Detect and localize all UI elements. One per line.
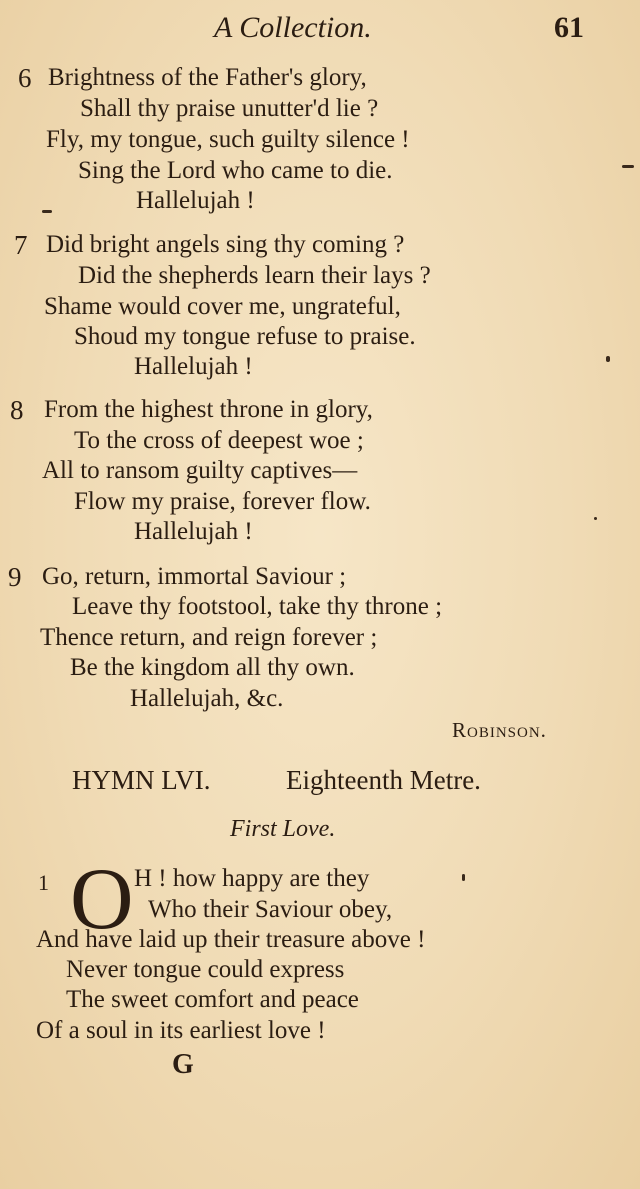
verse-refrain: Hallelujah ! bbox=[136, 187, 255, 214]
ink-speck bbox=[42, 210, 52, 213]
verse-line: The sweet comfort and peace bbox=[66, 986, 359, 1013]
ink-speck bbox=[594, 517, 597, 520]
verse-number: 1 bbox=[38, 870, 49, 895]
verse-line: And have laid up their treasure above ! bbox=[36, 926, 426, 953]
verse-line: Did bright angels sing thy coming ? bbox=[46, 231, 405, 258]
verse-line: Brightness of the Father's glory, bbox=[48, 64, 367, 91]
verse-line: Shall thy praise unutter'd lie ? bbox=[80, 95, 379, 122]
page-number: 61 bbox=[554, 11, 584, 44]
ink-speck bbox=[462, 874, 465, 881]
ink-speck bbox=[622, 165, 634, 168]
verse-line: Fly, my tongue, such guilty silence ! bbox=[46, 126, 410, 153]
verse-line: Shoud my tongue refuse to praise. bbox=[74, 323, 416, 350]
verse-refrain: Hallelujah ! bbox=[134, 518, 253, 545]
verse-line: Go, return, immortal Saviour ; bbox=[42, 563, 347, 590]
verse-line: From the highest throne in glory, bbox=[44, 396, 373, 423]
verse-line: Did the shepherds learn their lays ? bbox=[78, 262, 431, 289]
verse-line: Of a soul in its earliest love ! bbox=[36, 1017, 326, 1044]
verse-refrain: Hallelujah ! bbox=[134, 353, 253, 380]
verse-number: 6 bbox=[18, 63, 32, 93]
running-title: A Collection. bbox=[214, 11, 372, 44]
verse-number: 7 bbox=[14, 230, 28, 260]
drop-cap: O bbox=[70, 851, 134, 948]
author-attribution: Robinson. bbox=[452, 718, 547, 742]
verse-line: To the cross of deepest woe ; bbox=[74, 427, 364, 454]
verse-line: Who their Saviour obey, bbox=[148, 896, 393, 923]
verse-line: All to ransom guilty captives— bbox=[42, 457, 358, 484]
verse-line: Never tongue could express bbox=[66, 956, 345, 983]
ink-speck bbox=[606, 356, 610, 362]
verse-line: Be the kingdom all thy own. bbox=[70, 654, 355, 681]
verse-refrain: Hallelujah, &c. bbox=[130, 685, 284, 712]
verse-line: Flow my praise, forever flow. bbox=[74, 488, 371, 515]
verse-line: Leave thy footstool, take thy throne ; bbox=[72, 593, 443, 620]
hymn-subtitle: First Love. bbox=[230, 816, 336, 842]
hymn-meter: Eighteenth Metre. bbox=[286, 765, 481, 795]
verse-line: Thence return, and reign forever ; bbox=[40, 624, 378, 651]
verse-line: Shame would cover me, ungrateful, bbox=[44, 293, 401, 320]
hymn-title: HYMN LVI. bbox=[72, 765, 211, 795]
verse-number: 8 bbox=[10, 395, 24, 425]
verse-line: Sing the Lord who came to die. bbox=[78, 157, 393, 184]
verse-line: H ! how happy are they bbox=[134, 865, 370, 892]
signature-mark: G bbox=[172, 1049, 194, 1080]
verse-number: 9 bbox=[8, 562, 22, 592]
